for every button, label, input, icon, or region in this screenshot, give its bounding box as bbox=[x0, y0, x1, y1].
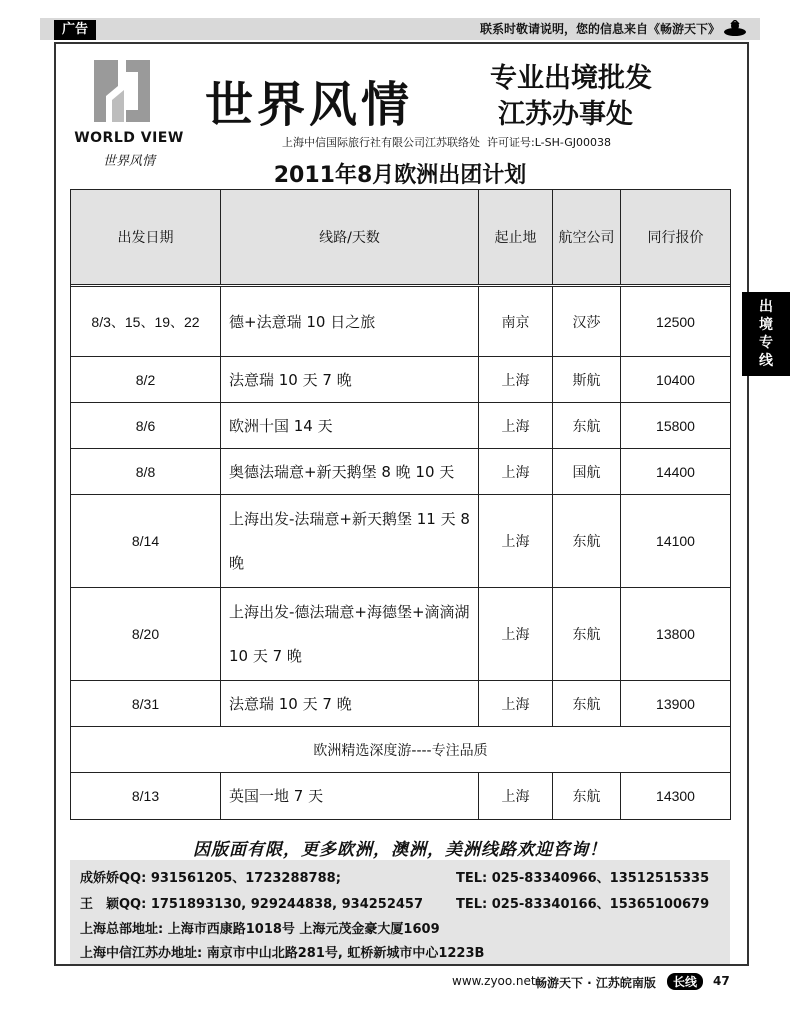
cell-airline: 东航 bbox=[553, 773, 621, 820]
contact-panel bbox=[70, 860, 730, 964]
brand-title: 世界风情 bbox=[205, 77, 414, 133]
header-date: 出发日期 bbox=[71, 190, 221, 285]
cell-place: 南京 bbox=[479, 287, 553, 357]
cell-date: 8/14 bbox=[71, 495, 221, 588]
cell-airline: 东航 bbox=[553, 495, 621, 588]
page-title: 2011年8月欧洲出团计划 bbox=[273, 163, 527, 188]
cell-price: 12500 bbox=[621, 287, 731, 357]
footer-section-badge: 长线 bbox=[667, 973, 703, 990]
side-tab-char: 线 bbox=[759, 353, 773, 369]
cell-place: 上海 bbox=[479, 588, 553, 681]
header-price: 同行报价 bbox=[621, 190, 731, 285]
side-tab-outbound-lines bbox=[742, 292, 790, 376]
cell-route: 上海出发-德法瑞意+海德堡+滴滴湖 10 天 7 晚 bbox=[221, 588, 479, 681]
logo-chinese-name: 世界风情 bbox=[102, 154, 155, 169]
promo-row bbox=[71, 727, 731, 773]
table-row bbox=[71, 449, 731, 495]
cell-airline: 国航 bbox=[553, 449, 621, 495]
company-line bbox=[282, 134, 611, 150]
table-row bbox=[71, 357, 731, 403]
promo-text: 欧洲精选深度游----专注品质 bbox=[71, 727, 731, 773]
cell-date: 8/8 bbox=[71, 449, 221, 495]
company-name: 上海中信国际旅行社有限公司江苏联络处 bbox=[282, 136, 480, 149]
header-place: 起止地 bbox=[479, 190, 553, 285]
cell-airline: 东航 bbox=[553, 681, 621, 727]
cell-price: 13900 bbox=[621, 681, 731, 727]
cell-route: 法意瑞 10 天 7 晚 bbox=[221, 681, 479, 727]
cell-route: 上海出发-法瑞意+新天鹅堡 11 天 8 晚 bbox=[221, 495, 479, 588]
cell-route: 德+法意瑞 10 日之旅 bbox=[221, 287, 479, 357]
footer-website: www.zyoo.net bbox=[452, 974, 536, 988]
cell-date: 8/6 bbox=[71, 403, 221, 449]
tagline-wholesale: 专业出境批发 bbox=[490, 63, 652, 94]
contact-qq-2: 王 颖QQ: 1751893130, 929244838, 934252457 bbox=[80, 897, 424, 912]
header-route: 线路/天数 bbox=[221, 190, 479, 285]
cell-airline: 斯航 bbox=[553, 357, 621, 403]
footer-magazine: 畅游天下 · 江苏皖南版 bbox=[535, 976, 656, 990]
world-view-logo-icon bbox=[88, 56, 156, 126]
license-number: 许可证号:L-SH-GJ00038 bbox=[487, 136, 611, 149]
cell-price: 14300 bbox=[621, 773, 731, 820]
table-row bbox=[71, 287, 731, 357]
header-airline: 航空公司 bbox=[553, 190, 621, 285]
side-tab-char: 专 bbox=[759, 335, 773, 351]
cell-date: 8/3、15、19、22 bbox=[71, 287, 221, 357]
slogan: 因版面有限，更多欧洲，澳洲，美洲线路欢迎咨询！ bbox=[193, 840, 607, 860]
side-tab-char: 境 bbox=[759, 317, 773, 333]
tour-schedule-table bbox=[70, 189, 731, 820]
hq-address: 上海总部地址: 上海市西康路1018号 上海元茂金豪大厦1609 bbox=[80, 922, 440, 937]
cell-route: 欧洲十国 14 天 bbox=[221, 403, 479, 449]
cell-date: 8/2 bbox=[71, 357, 221, 403]
magazine-mascot-icon bbox=[722, 20, 748, 38]
branch-address: 上海中信江苏办地址: 南京市中山北路281号, 虹桥新城市中心1223B bbox=[80, 946, 485, 961]
side-tab-char: 出 bbox=[759, 299, 773, 315]
cell-price: 14400 bbox=[621, 449, 731, 495]
cell-route: 法意瑞 10 天 7 晚 bbox=[221, 357, 479, 403]
logo-english-name: WORLD VIEW bbox=[74, 130, 184, 146]
cell-price: 15800 bbox=[621, 403, 731, 449]
tagline-office: 江苏办事处 bbox=[498, 99, 633, 130]
table-row bbox=[71, 495, 731, 588]
ad-label: 广告 bbox=[54, 20, 96, 40]
cell-airline: 东航 bbox=[553, 403, 621, 449]
cell-airline: 东航 bbox=[553, 588, 621, 681]
cell-place: 上海 bbox=[479, 357, 553, 403]
cell-place: 上海 bbox=[479, 773, 553, 820]
contact-qq-1: 成娇娇QQ: 931561205、1723288788; bbox=[80, 871, 341, 886]
cell-route: 英国一地 7 天 bbox=[221, 773, 479, 820]
table-row bbox=[71, 681, 731, 727]
cell-price: 10400 bbox=[621, 357, 731, 403]
cell-place: 上海 bbox=[479, 495, 553, 588]
table-row bbox=[71, 588, 731, 681]
cell-price: 14100 bbox=[621, 495, 731, 588]
contact-tel-2: TEL: 025-83340166、15365100679 bbox=[456, 897, 710, 912]
contact-tel-1: TEL: 025-83340966、13512515335 bbox=[456, 871, 710, 886]
cell-place: 上海 bbox=[479, 681, 553, 727]
cell-date: 8/13 bbox=[71, 773, 221, 820]
table-row bbox=[71, 403, 731, 449]
cell-place: 上海 bbox=[479, 449, 553, 495]
cell-price: 13800 bbox=[621, 588, 731, 681]
cell-place: 上海 bbox=[479, 403, 553, 449]
cell-date: 8/31 bbox=[71, 681, 221, 727]
table-header-row bbox=[71, 190, 731, 285]
footer-page-number: 47 bbox=[713, 974, 730, 988]
cell-date: 8/20 bbox=[71, 588, 221, 681]
cell-route: 奥德法瑞意+新天鹅堡 8 晚 10 天 bbox=[221, 449, 479, 495]
top-notice: 联系时敬请说明，您的信息来自《畅游天下》 bbox=[479, 22, 720, 36]
cell-airline: 汉莎 bbox=[553, 287, 621, 357]
table-row bbox=[71, 773, 731, 820]
